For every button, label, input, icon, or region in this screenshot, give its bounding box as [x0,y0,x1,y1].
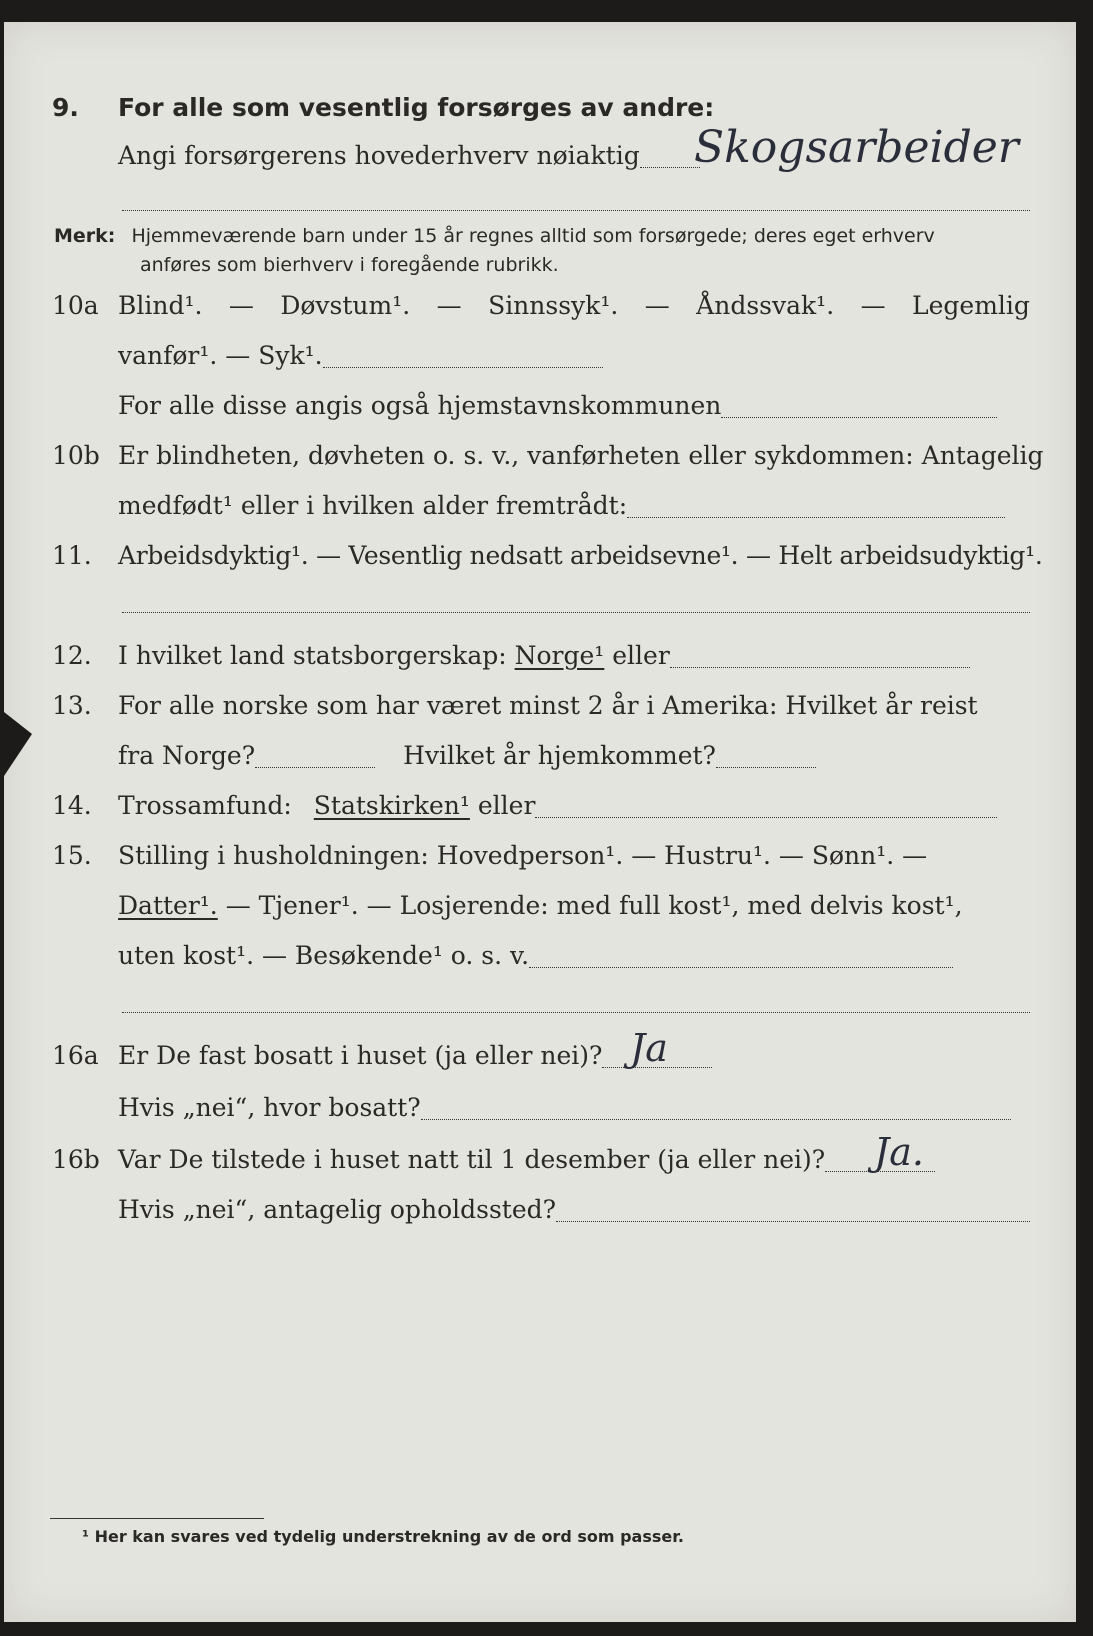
q10a-line1: 10a Blind¹. — Døvstum¹. — Sinnssyk¹. — Åndssvak¹. — Legemlig [4,284,1076,328]
q13-line1: 13. For alle norske som har været minst 2 år i Amerika: Hvilket år reist [52,691,978,720]
footnote: ¹ Her kan svares ved tydelig understrekning av de ord som passer. [82,1527,684,1546]
q15-line3: uten kost¹. — Besøkende¹ o. s. v. [4,934,1076,978]
q11-line1: 11. Arbeidsdyktig¹. — Vesentlig nedsatt arbeidsevne¹. — Helt arbeidsudyktig¹. [52,541,1043,570]
q13-line2: fra Norge? Hvilket år hjemkommet? [4,734,1076,778]
footnote-rule [50,1518,264,1519]
q9-answer-line [122,210,1030,211]
q10a-options: Blind¹. — Døvstum¹. — Sinnssyk¹. — Åndssvak¹. — Legemlig [118,291,1030,320]
q10b-line1: 10b Er blindheten, døvheten o. s. v., vanførheten eller sykdommen: Antagelig [52,441,1044,470]
q12-line: 12. I hvilket land statsborgerskap: Norge¹ eller [4,634,1076,678]
q15-line2: Datter¹. — Tjener¹. — Losjerende: med full kost¹, med delvis kost¹, [118,891,963,920]
q10b-line2: medfødt¹ eller i hvilken alder fremtrådt: [4,484,1076,528]
q15-line1: 15. Stilling i husholdningen: Hovedperson¹. — Hustru¹. — Sønn¹. — [52,841,928,870]
q16a-handwritten-answer[interactable]: Ja [630,1026,668,1070]
q16b-line2: Hvis „nei“, antagelig opholdssted? [4,1188,1076,1232]
q11-answer-line [122,612,1030,613]
q16a-line1: 16a Er De fast bosatt i huset (ja eller nei)? [4,1034,1076,1078]
q9-label: Angi forsørgerens hovederhverv nøiaktig [118,141,640,170]
q10a-line3: For alle disse angis også hjemstavnskommunen [4,384,1076,428]
q12-selected-norge[interactable]: Norge¹ [514,641,605,670]
merk-note: Merk: Hjemmeværende barn under 15 år regnes alltid som forsørgede; deres eget erhverv anføres som bierhverv i foregående rubrikk. [54,225,935,276]
census-form-page [4,22,1076,1622]
q10a-line2: vanfør¹. — Syk¹. [4,334,1076,378]
q14-selected-statskirken[interactable]: Statskirken¹ [313,791,470,820]
q15-answer-line [122,1012,1030,1013]
q14-line: 14. Trossamfund: Statskirken¹ eller [4,784,1076,828]
q16a-line2: Hvis „nei“, hvor bosatt? [4,1086,1076,1130]
q9-handwritten-answer[interactable]: Skogsarbeider [694,122,1019,173]
q16b-line1: 16b Var De tilstede i huset natt til 1 desember (ja eller nei)? [4,1138,1076,1182]
q15-selected-datter[interactable]: Datter¹. [118,891,218,920]
q9-line1: 9. For alle som vesentlig forsørges av andre: [52,93,715,122]
q16b-handwritten-answer[interactable]: Ja. [874,1130,924,1174]
